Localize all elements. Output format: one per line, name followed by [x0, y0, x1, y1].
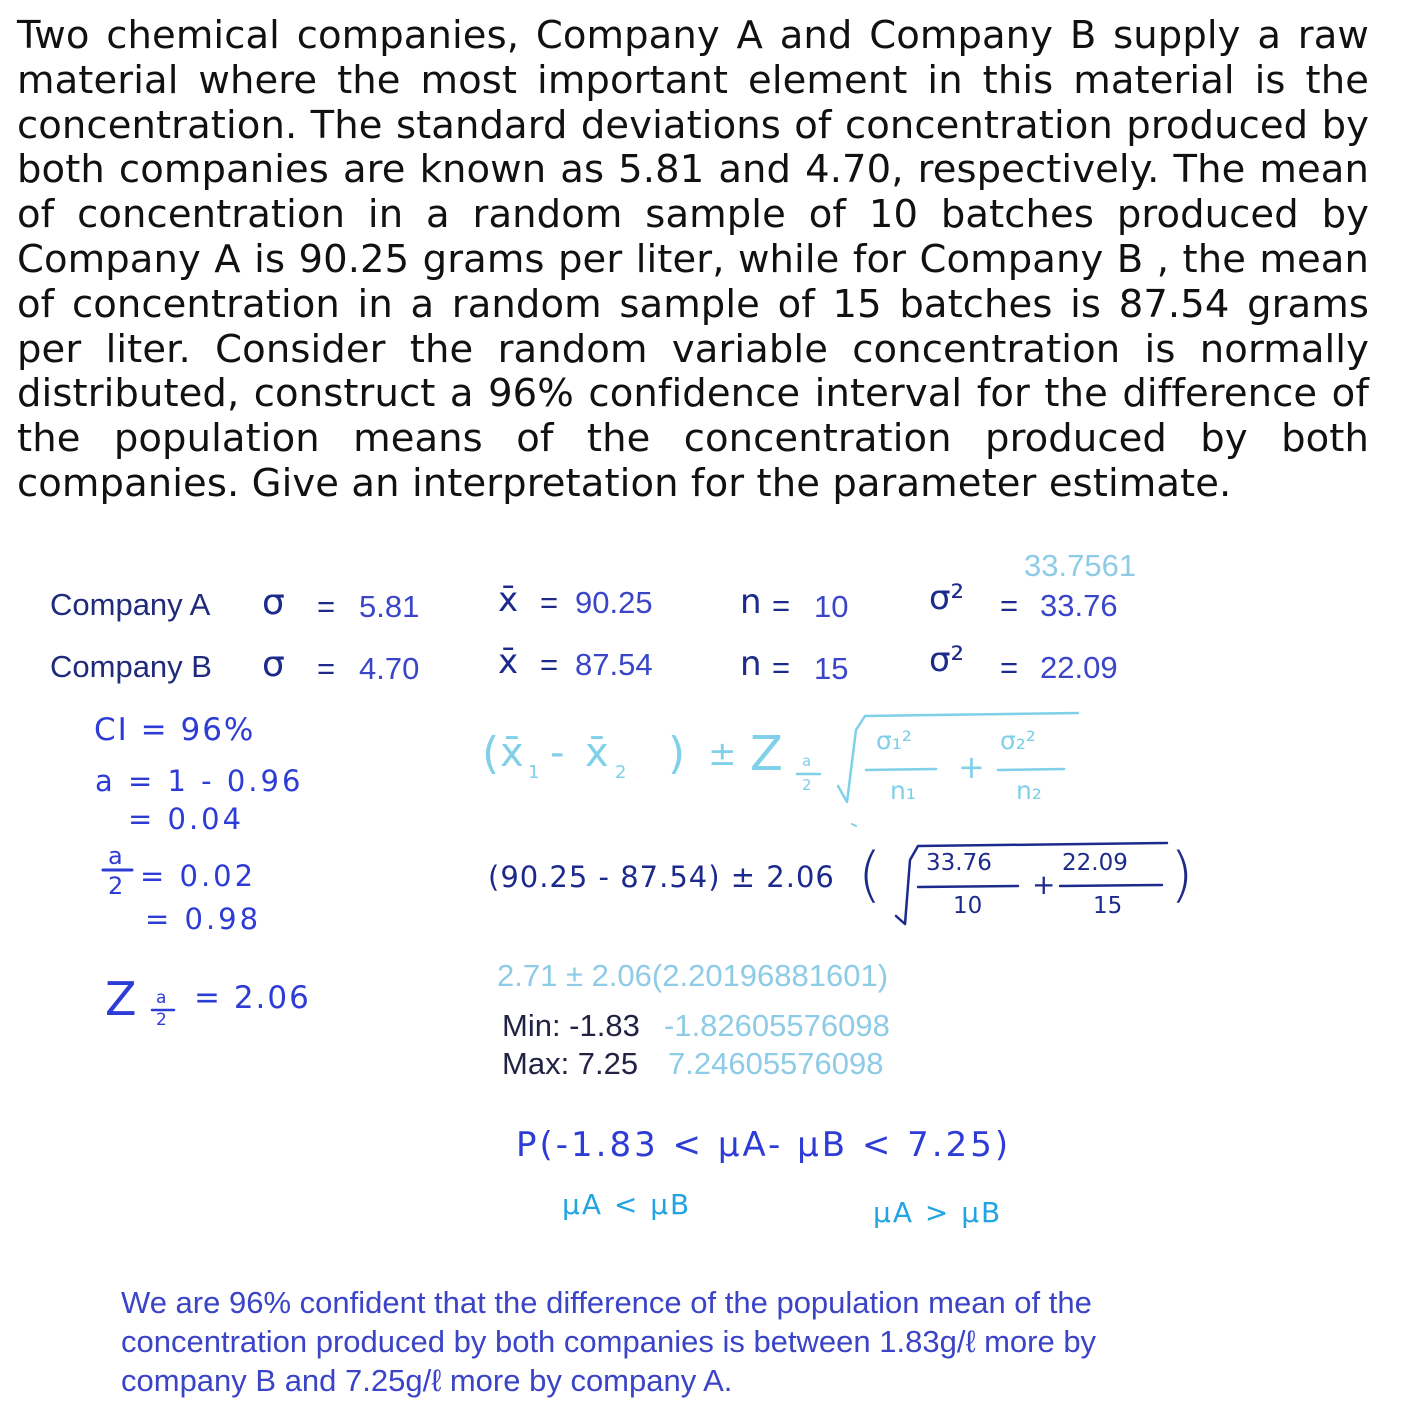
- min-label: Min: -1.83: [502, 1008, 640, 1043]
- variance-b-value: 22.09: [1040, 650, 1118, 685]
- variance-a-value: 33.76: [1040, 588, 1118, 623]
- formula-plus-minus: ±: [708, 734, 737, 774]
- variance-note: 33.7561: [1024, 548, 1137, 583]
- n-symbol: n: [740, 644, 762, 684]
- confidence-level: CI = 96%: [94, 712, 256, 748]
- equals-sign: =: [772, 588, 791, 623]
- formula-term2-den: n₂: [1016, 776, 1042, 805]
- company-a-label: Company A: [50, 587, 211, 622]
- equals-sign: =: [317, 589, 336, 624]
- substitution-lead: (90.25 - 87.54) ± 2.06: [488, 860, 835, 894]
- probability-statement: P(-1.83 < μA- μB < 7.25): [516, 1125, 1012, 1165]
- formula-open-paren: (: [482, 728, 500, 779]
- company-b-label: Company B: [50, 649, 212, 684]
- equals-sign: =: [540, 647, 559, 682]
- substitution-open-paren: (: [858, 840, 882, 910]
- max-label: Max: 7.25: [502, 1046, 639, 1081]
- formula-xbar2: x̄: [585, 730, 609, 776]
- z-subscript-denominator: 2: [156, 1010, 167, 1030]
- xbar-b-value: 87.54: [575, 647, 653, 682]
- equals-sign: =: [1000, 650, 1019, 685]
- min-exact: -1.82605576098: [664, 1008, 890, 1043]
- n-b-value: 15: [814, 651, 849, 686]
- substitution-term1-num: 33.76: [926, 850, 992, 876]
- sigma-a-value: 5.81: [359, 589, 420, 624]
- z-value: = 2.06: [194, 980, 311, 1016]
- equals-sign: =: [1000, 588, 1019, 623]
- formula-xbar1: x̄: [500, 730, 524, 776]
- sigma-symbol: σ: [262, 644, 285, 685]
- formula-minus: -: [550, 730, 565, 776]
- equals-sign: =: [540, 585, 559, 620]
- substitution-term1-den: 10: [953, 893, 983, 919]
- n-a-value: 10: [814, 589, 849, 624]
- equals-sign: =: [317, 651, 336, 686]
- substitution-term2-num: 22.09: [1062, 850, 1128, 876]
- formula-close-paren: ): [668, 728, 686, 779]
- formula-term2-num: σ₂²: [1000, 726, 1036, 755]
- formula-sub1: 1: [528, 762, 540, 783]
- margin-expression: 2.71 ± 2.06(2.20196881601): [497, 958, 889, 993]
- case-mu-a-greater: μA > μB: [873, 1196, 1003, 1229]
- problem-statement: Two chemical companies, Company A and Company B supply a raw material where the most important element in this material is the concentration. The standard deviations of concentration produced by both companies are known as 5.81 and 4.70, respectively. The mean of concentration in a random sample of 10 batches produced by Company A is 90.25 grams per liter, while for Company B , the mean of concentration in a random sample of 15 batches is 87.54 grams per liter. Consider the random variable concentration is normally distributed, construct a 96% confidence interval for the difference of the population means of the concentration produced by both companies. Give an interpretation for the parameter estimate.: [17, 13, 1369, 506]
- z-letter: Z: [105, 972, 137, 1026]
- formula-plus: +: [958, 748, 985, 786]
- formula-z-letter: Z: [750, 726, 783, 782]
- formula-term1-den: n₁: [890, 776, 916, 805]
- z-subscript-numerator: a: [156, 988, 167, 1008]
- formula-term1-num: σ₁²: [876, 726, 912, 755]
- formula-sub2: 2: [615, 762, 627, 783]
- alpha-calc: a = 1 - 0.96: [95, 764, 304, 798]
- equals-sign: =: [772, 650, 791, 685]
- case-mu-a-less: μA < μB: [562, 1188, 692, 1221]
- interpretation: We are 96% confident that the difference of the population mean of the concentration produced by both companies is between 1.83g/ℓ more by company B and 7.25g/ℓ more by company A.: [121, 1285, 1097, 1398]
- n-symbol: n: [740, 582, 762, 622]
- half-alpha-numerator: a: [108, 842, 123, 870]
- variance-symbol: σ²: [929, 640, 965, 680]
- sigma-symbol: σ: [262, 582, 285, 623]
- substitution-close-paren: ): [1170, 840, 1194, 910]
- max-exact: 7.24605576098: [668, 1046, 884, 1081]
- xbar-a-value: 90.25: [575, 585, 653, 620]
- sigma-b-value: 4.70: [359, 651, 420, 686]
- alpha-value: = 0.04: [128, 802, 245, 836]
- formula-z-sub-num: a: [802, 752, 812, 770]
- formula-z-sub-den: 2: [802, 776, 812, 794]
- substitution-term2-den: 15: [1093, 893, 1123, 919]
- substitution-plus: +: [1032, 868, 1056, 901]
- xbar-symbol: x̄: [498, 642, 519, 682]
- variance-symbol: σ²: [929, 578, 965, 618]
- half-alpha-denominator: 2: [108, 872, 124, 900]
- half-alpha-value: = 0.02: [140, 859, 257, 893]
- one-minus-half-alpha: = 0.98: [145, 902, 262, 936]
- xbar-symbol: x̄: [498, 580, 519, 620]
